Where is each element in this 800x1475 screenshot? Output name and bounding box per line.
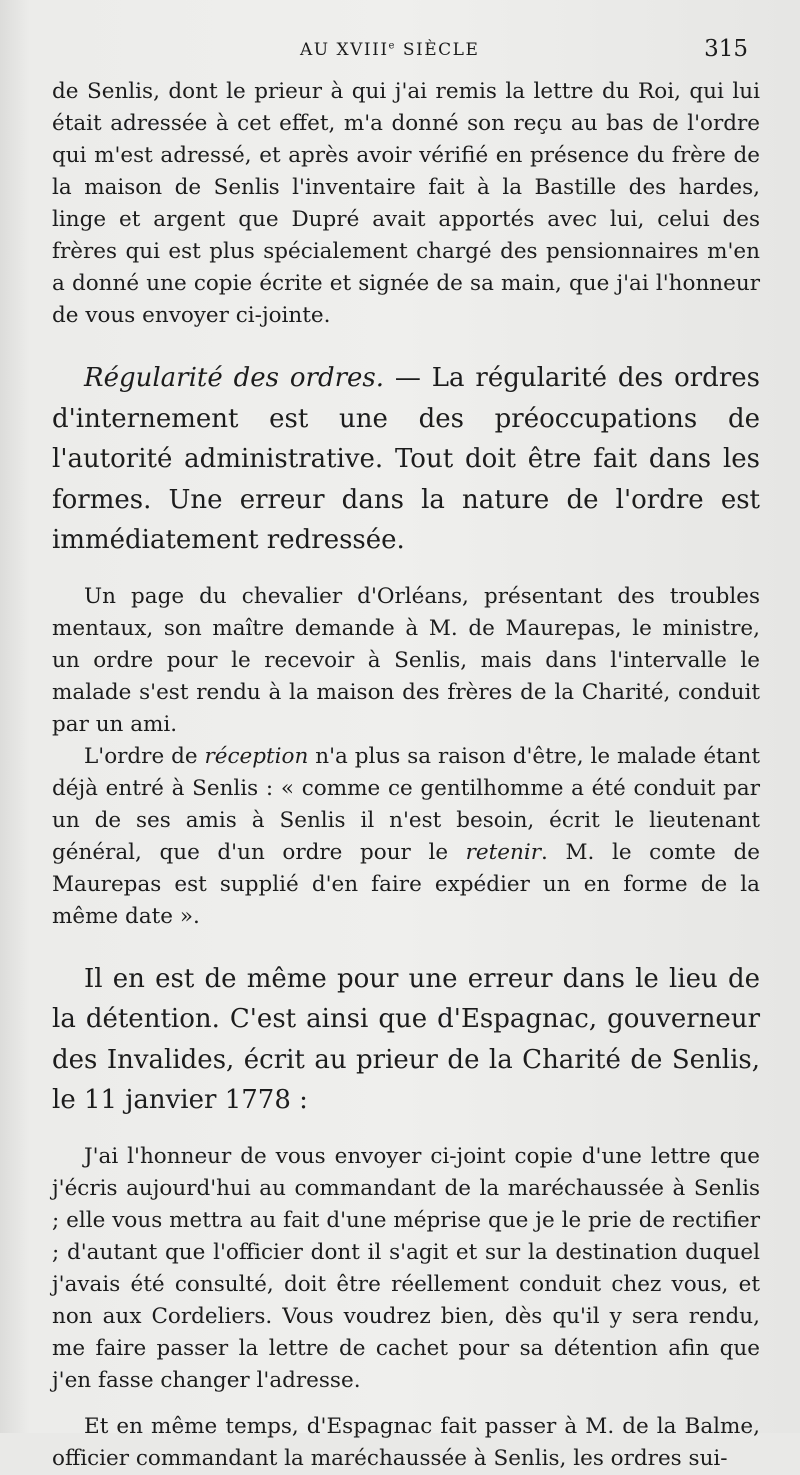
italic-reception: réception [204, 743, 309, 769]
paragraph-letter-espagnac: J'ai l'honneur de vous envoyer ci-joint copie d'une lettre que j'écris aujourd'hui au commandant de la maréchaussée à Senlis ; elle vous mettra au fait d'une méprise que je le prie de rectifier ; d'autant que l'officier dont il s'agit et sur la destination duquel j'avais été consulté, doit être réellement conduit chez vous, et non aux Cordeliers. Vous voudrez bien, dès qu'il y sera rendu, me faire passer la lettre de cachet pour sa détention afin que j'en fasse changer l'adresse. [52, 1143, 760, 1393]
paragraph-quote-continuation: de Senlis, dont le prieur à qui j'ai remis la lettre du Roi, qui lui était adressée à cet effet, m'a donné son reçu au bas de l'ordre qui m'est adressé, et après avoir vérifié en présence du frère de la maison de Senlis l'inventaire fait à la Bastille des hardes, linge et argent que Dupré avait apportés avec lui, celui des frères qui est plus spécialement chargé des pensionnaires m'en a donné une copie écrite et signée de sa main, que j'ai l'honneur de vous envoyer ci-jointe. [52, 79, 760, 328]
paragraph-page-chevalier: Un page du chevalier d'Orléans, présentant des troubles mentaux, son maître demande à M. de Maurepas, le ministre, un ordre pour le recevoir à Senlis, mais dans l'intervalle le malade s'est rendu à la maison des frères de la Charité, conduit par un ami. [52, 583, 760, 737]
paragraph-erreur-lieu: Il en est de même pour une erreur dans le lieu de la détention. C'est ainsi que d'Espagnac, gouverneur des Invalides, écrit au prieur de la Charité de Senlis, le 11 janvier 1778 : [52, 963, 760, 1115]
running-head [52, 36, 760, 76]
italic-retenir: retenir [465, 839, 542, 865]
paragraph-balme: Et en même temps, d'Espagnac fait passer à M. de la Balme, officier commandant la maréchaussée à Senlis, les ordres sui- [52, 1413, 760, 1471]
running-head-title: AU XVIIIe SIÈCLE [300, 40, 480, 60]
paragraph-ordre-reception: L'ordre de réception n'a plus sa raison d'être, le malade étant déjà entré à Senlis : « comme ce gentilhomme a été conduit par un de ses amis à Senlis il n'est besoin, écrit le lieutenant général, que d'un ordre pour le retenir. M. le comte de Maurepas est supplié d'en faire expédier un en forme de la même date ». [52, 743, 760, 929]
section-heading-regularite: Régularité des ordres. [84, 363, 385, 393]
paragraph-regularity: Régularité des ordres. — La régularité des ordres d'internement est une des préoccupations de l'autorité administrative. Tout doit être fait dans les formes. Une erreur dans la nature de l'ordre est immédiatement redressée. [52, 363, 760, 555]
page-number: 315 [704, 36, 748, 62]
superscript-e: e [388, 40, 396, 52]
